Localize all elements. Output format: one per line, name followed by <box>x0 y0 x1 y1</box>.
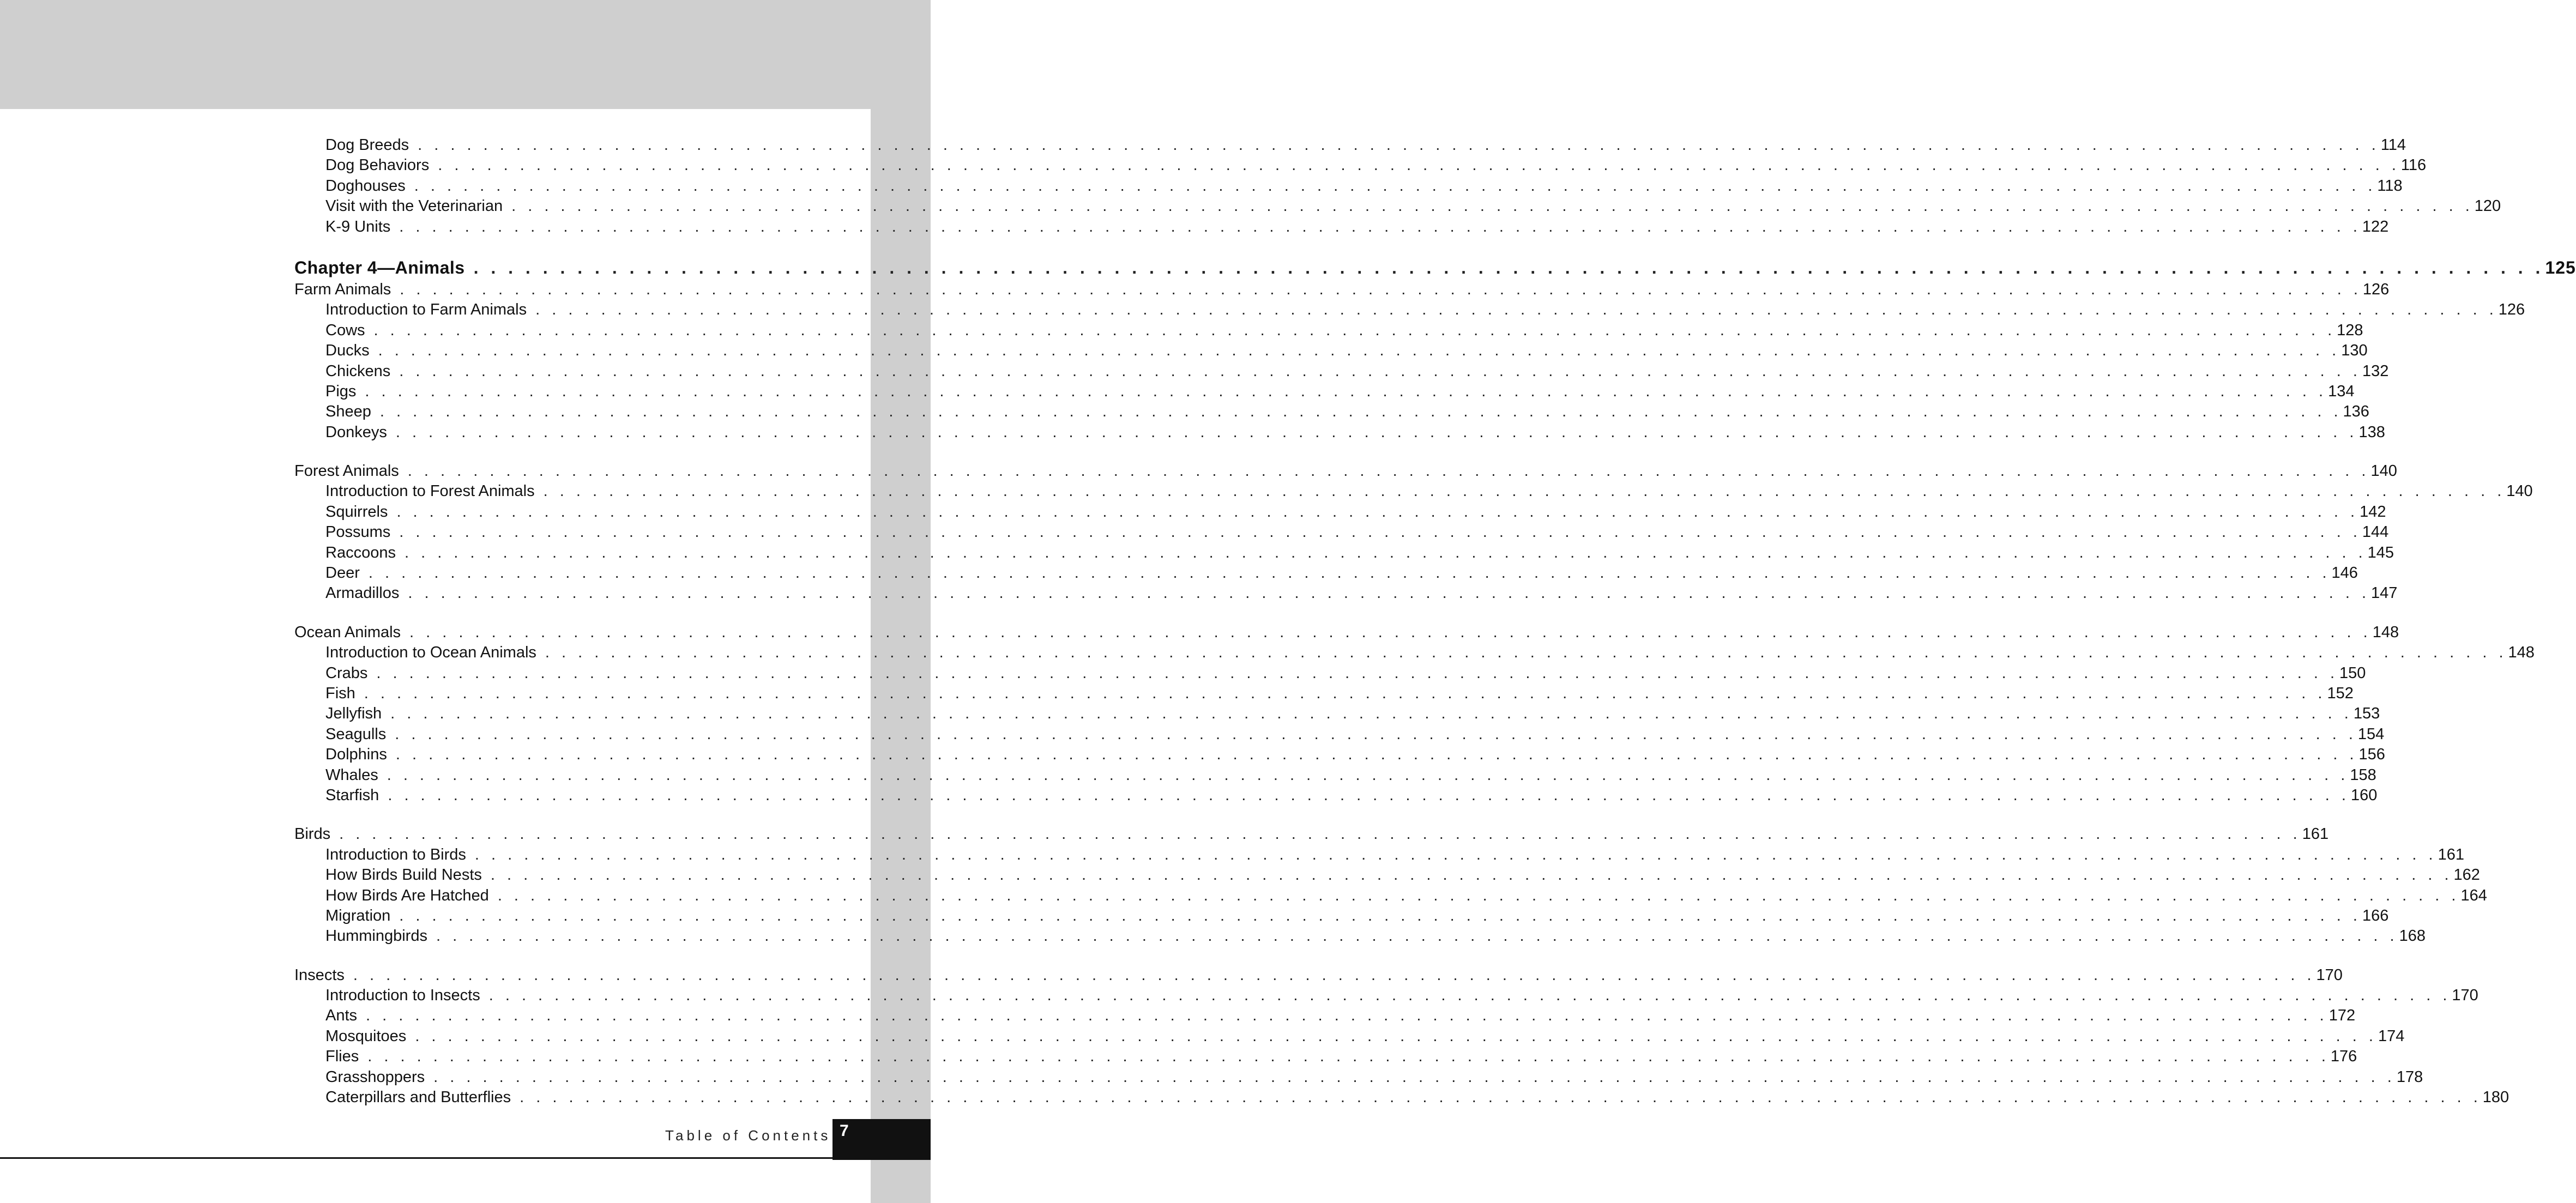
toc-entry-page: 150 <box>2339 664 2366 682</box>
toc-entry-title: Hummingbirds <box>325 927 427 945</box>
dot-leader: . . . . . . . . . . . . . . . . . . . . . . . . . . . . . . . . . . . . . . . . . . . . . . . . . . . . . . . . . . . . . . . . . . . . . . . . . . . . . . . . . . . . . . . . . . . . . . . . . . . . . . . . . . . . . . . . . . . . . . . . <box>379 403 2342 421</box>
toc-entry-page: 161 <box>2302 825 2329 843</box>
toc-entry <box>294 684 2354 704</box>
toc-entry-title: Farm Animals <box>294 280 391 298</box>
toc-entry-page: 136 <box>2343 403 2369 421</box>
toc-entry-title: Mosquitoes <box>325 1027 407 1045</box>
toc-entry <box>294 502 2386 522</box>
dot-leader: . . . . . . . . . . . . . . . . . . . . . . . . . . . . . . . . . . . . . . . . . . . . . . . . . . . . . . . . . . . . . . . . . . . . . . . . . . . . . . . . . . . . . . . . . . . . . . . . . . . . . . . . . . . . . . . . . . . . . . . . <box>373 321 2336 339</box>
toc-entry-title: Dog Behaviors <box>325 156 430 174</box>
toc-entry-title: Migration <box>325 906 391 924</box>
toc-entry-title: Ocean Animals <box>294 623 401 641</box>
toc-entry <box>294 217 2389 237</box>
dot-leader: . . . . . . . . . . . . . . . . . . . . . . . . . . . . . . . . . . . . . . . . . . . . . . . . . . . . . . . . . . . . . . . . . . . . . . . . . . . . . . . . . . . . . . . . . . . . . . . . . . . . . . . . . . . . . . . . . . . . . . . . <box>490 866 2453 884</box>
dot-leader: . . . . . . . . . . . . . . . . . . . . . . . . . . . . . . . . . . . . . . . . . . . . . . . . . . . . . . . . . . . . . . . . . . . . . . . . . . . . . . . . . . . . . . . . . . . . . . . . . . . . . . . . . . . . . . . . . . . . . . . . <box>497 886 2460 904</box>
toc-entry-title: Grasshoppers <box>325 1068 425 1086</box>
toc-entry <box>294 785 2378 806</box>
toc-entry-page: 126 <box>2498 301 2525 319</box>
toc-entry-page: 134 <box>2328 382 2355 400</box>
toc-entry <box>294 704 2380 724</box>
toc-entry-page: 116 <box>2400 156 2427 174</box>
dot-leader: . . . . . . . . . . . . . . . . . . . . . . . . . . . . . . . . . . . . . . . . . . . . . . . . . . . . . . . . . . . . . . . . . . . . . . . . . . . . . . . . . . . . . . . . . . . . . . . . . . . . . . . . . . . . . . . . . . . . . . . . <box>488 987 2451 1005</box>
toc-chapter-heading <box>294 256 2576 280</box>
toc-entry-title: Raccoons <box>325 543 396 561</box>
dot-leader: . . . . . . . . . . . . . . . . . . . . . . . . . . . . . . . . . . . . . . . . . . . . . . . . . . . . . . . . . . . . . . . . . . . . . . . . . . . . . . . . . . . . . . . . . . . . . . . . . . . . . . . . . . . . . . . . . . . . . . . . <box>433 1068 2396 1086</box>
toc-entry-title: Introduction to Insects <box>325 987 480 1005</box>
toc-entry-title: Ducks <box>325 342 370 360</box>
toc-entry <box>294 724 2385 745</box>
toc-entry-page: 145 <box>2367 543 2394 561</box>
toc-entry <box>294 196 2501 216</box>
toc-entry-page: 114 <box>2380 136 2406 154</box>
toc-entry-title: Armadillos <box>325 584 400 602</box>
toc-entry <box>294 906 2389 926</box>
toc-entry <box>294 1067 2423 1087</box>
toc-entry <box>294 643 2535 663</box>
toc-entry-title: Deer <box>325 564 360 582</box>
toc-entry <box>294 886 2487 906</box>
toc-entry <box>294 361 2389 382</box>
dot-leader: . . . . . . . . . . . . . . . . . . . . . . . . . . . . . . . . . . . . . . . . . . . . . . . . . . . . . . . . . . . . . . . . . . . . . . . . . . . . . . . . . . . . . . . . . . . . . . . . . . . . . . . . . . . . . . . . . . . . . . . . <box>474 845 2437 863</box>
dot-leader: . . . . . . . . . . . . . . . . . . . . . . . . . . . . . . . . . . . . . . . . . . . . . . . . . . . . . . . . . . . . . . . . . . . . . . . . . . . . . . . . . . . . . . . . . . . . . . . . . . . . . . . . . . . . . . . . . . . . . . . . <box>395 746 2358 764</box>
toc-entry-page: 174 <box>2378 1027 2405 1045</box>
toc-entry-page: 153 <box>2353 705 2380 723</box>
toc-entry-title: Seagulls <box>325 725 387 743</box>
toc-entry-title: Introduction to Ocean Animals <box>325 644 536 662</box>
toc-entry-title: K-9 Units <box>325 217 391 235</box>
toc-entry-title: Insects <box>294 966 345 984</box>
dot-leader: . . . . . . . . . . . . . . . . . . . . . . . . . . . . . . . . . . . . . . . . . . . . . . . . . . . . . . . . . . . . . . . . . . . . . . . . . . . . . . . . . . . . . . . . . . . . . . . . . . . . . . . . . . . . . . . . . . . . . . . . <box>395 423 2358 441</box>
dot-leader: . . . . . . . . . . . . . . . . . . . . . . . . . . . . . . . . . . . . . . . . . . . . . . . . . . . . . . . . . . . . . . . . . . . . . . . . . . . . . . . . . . . . . . . . . . . . . . . . . . . . . . . . . . . . . . . . . . . . . . . . <box>368 564 2331 582</box>
toc-entry-title: Fish <box>325 684 355 702</box>
toc-entry-title: Sheep <box>325 403 371 421</box>
dot-leader: . . . . . . . . . . . . . . . . . . . . . . . . . . . . . . . . . . . . . . . . . . . . . . . . . . . . . . . . . . . . . . . . . . . . . . . . . . . . . . . . . . . . . . . . . . . . . . . . . . . . . . . . . . . . . . . . . . . . . . . . <box>418 136 2380 154</box>
dot-leader: . . . . . . . . . . . . . . . . . . . . . . . . . . . . . . . . . . . . . . . . . . . . . . . . . . . . . . . . . . . . . . . . . . . . . . . . . . . . . . . . . . . . . . . . . . . . . . . . . . . . . . . . . . . . . . . . . . . . . . . . <box>367 1048 2330 1066</box>
dot-leader: . . . . . . . . . . . . . . . . . . . . . . . . . . . . . . . . . . . . . . . . . . . . . . . . . . . . . . . . . . . . . . . . . . . . . . . . . . . . . . . . . . . . . . . . . . . . . . . . . . . . . . . . . . . . . . . . . . . . . . . . <box>364 684 2326 702</box>
dot-leader: . . . . . . . . . . . . . . . . . . . . . . . . . . . . . . . . . . . . . . . . . . . . . . . . . . . . . . . . . . . . . . . . . . . . . . . . . . . . . . . . . . . . . . . . . . . . . . . . . . . . . . . . . . . . . . . . . . . . . . . . <box>399 523 2361 541</box>
dot-leader: . . . . . . . . . . . . . . . . . . . . . . . . . . . . . . . . . . . . . . . . . . . . . . . . . . . . . . . . . . . . . . . . . . . . . . . . . . . . . . . . . . . . . . . . . . . . . . . . . . . . . . . . . . . . . . . . . . . . . . . . <box>376 664 2339 682</box>
toc-entry-title: Cows <box>325 321 365 339</box>
toc-entry <box>294 422 2385 443</box>
toc-entry <box>294 663 2366 684</box>
toc-entry-title: How Birds Are Hatched <box>325 886 489 904</box>
footer-rule <box>0 1157 832 1159</box>
top-margin-band <box>0 0 931 109</box>
toc-entry-page: 132 <box>2362 362 2389 380</box>
dot-leader: . . . . . . . . . . . . . . . . . . . . . . . . . . . . . . . . . . . . . . . . . . . . . . . . . . . . . . . . . . . . . . . . . . . . . . . . . . . . . . . . . . . . . . . . . . . . . . . . . . . . . . . . . . . . . . . . . . . . . . . . <box>535 301 2497 319</box>
toc-entry <box>294 583 2398 603</box>
toc-entry-page: 144 <box>2362 523 2389 541</box>
toc-entry-title: Ants <box>325 1007 358 1025</box>
toc-entry-title: Chapter 4—Animals <box>294 257 465 277</box>
toc-entry-page: 146 <box>2331 564 2358 582</box>
toc-entry-page: 128 <box>2337 321 2363 339</box>
toc-entry <box>294 402 2369 422</box>
toc-entry-page: 126 <box>2362 280 2390 298</box>
toc-entry-page: 125 <box>2545 257 2576 277</box>
toc-entry-title: Flies <box>325 1048 359 1066</box>
toc-entry-page: 142 <box>2360 503 2386 521</box>
toc-entry <box>294 1087 2509 1108</box>
toc-entry <box>294 522 2389 542</box>
dot-leader: . . . . . . . . . . . . . . . . . . . . . . . . . . . . . . . . . . . . . . . . . . . . . . . . . . . . . . . . . . . . . . . . . . . . . . . . . . . . . . . . . . . . . . . . . . . . . . . . . . . . . . . . . . . . . . . . . . . . . . . . <box>408 584 2370 602</box>
toc-entry-page: 147 <box>2371 584 2398 602</box>
dot-leader: . . . . . . . . . . . . . . . . . . . . . . . . . . . . . . . . . . . . . . . . . . . . . . . . . . . . . . . . . . . . . . . . . . . . . . . . . . . . . . . . . . . . . . . . . . . . . . . . . . . . . . . . . . . . . . . . . . . . . . . . <box>438 156 2400 174</box>
dot-leader: . . . . . . . . . . . . . . . . . . . . . . . . . . . . . . . . . . . . . . . . . . . . . . . . . . . . . . . . . . . . . . . . . . . . . . . . . . . . . . . . . . . . . . . . . . . . . . . . . . . . . . . . . . . . . . . . . . . . . . . . <box>378 342 2340 360</box>
dot-leader: . . . . . . . . . . . . . . . . . . . . . . . . . . . . . . . . . . . . . . . . . . . . . . . . . . . . . . . . . . . . . . . . . . . . . . . . . . . . . . . . . . . . . . . . . . . . . . . . . . . . . . . . . . . . . . . . . . . . . . . . <box>520 1089 2482 1107</box>
dot-leader: . . . . . . . . . . . . . . . . . . . . . . . . . . . . . . . . . . . . . . . . . . . . . . . . . . . . . . . . . . . . . . . . . . . . . . . . . . . . . . . . . . . . . . . . . . . . . . . . . . . . . . . . . . . . . . . . . . . . . . . . <box>399 217 2361 235</box>
toc-section-entry <box>294 622 2399 643</box>
toc-entry-page: 170 <box>2316 966 2343 984</box>
toc-entry-page: 160 <box>2350 786 2378 804</box>
toc-entry-title: Whales <box>325 766 378 784</box>
toc-entry-page: 166 <box>2362 906 2389 924</box>
toc-entry <box>294 1047 2357 1067</box>
toc-section-entry <box>294 461 2397 481</box>
toc-entry <box>294 745 2385 765</box>
dot-leader: . . . . . . . . . . . . . . . . . . . . . . . . . . . . . . . . . . . . . . . . . . . . . . . . . . . . . . . . . . . . . . . . . . . . . . . . . . . . . . . . . . . . . . . . . . . . . . . . . . . . . . . . . . . . . . . . . . . . . . . . <box>473 257 2544 277</box>
dot-leader: . . . . . . . . . . . . . . . . . . . . . . . . . . . . . . . . . . . . . . . . . . . . . . . . . . . . . . . . . . . . . . . . . . . . . . . . . . . . . . . . . . . . . . . . . . . . . . . . . . . . . . . . . . . . . . . . . . . . . . . . <box>409 623 2372 641</box>
toc-entry-page: 176 <box>2330 1048 2357 1066</box>
toc-entry-page: 140 <box>2506 482 2533 500</box>
toc-entry <box>294 155 2427 176</box>
dot-leader: . . . . . . . . . . . . . . . . . . . . . . . . . . . . . . . . . . . . . . . . . . . . . . . . . . . . . . . . . . . . . . . . . . . . . . . . . . . . . . . . . . . . . . . . . . . . . . . . . . . . . . . . . . . . . . . . . . . . . . . . <box>407 462 2370 480</box>
dot-leader: . . . . . . . . . . . . . . . . . . . . . . . . . . . . . . . . . . . . . . . . . . . . . . . . . . . . . . . . . . . . . . . . . . . . . . . . . . . . . . . . . . . . . . . . . . . . . . . . . . . . . . . . . . . . . . . . . . . . . . . . <box>543 482 2506 500</box>
toc-entry-page: 118 <box>2377 177 2403 195</box>
dot-leader: . . . . . . . . . . . . . . . . . . . . . . . . . . . . . . . . . . . . . . . . . . . . . . . . . . . . . . . . . . . . . . . . . . . . . . . . . . . . . . . . . . . . . . . . . . . . . . . . . . . . . . . . . . . . . . . . . . . . . . . . <box>353 966 2315 984</box>
table-of-contents <box>294 135 2576 1108</box>
toc-section-entry <box>294 280 2390 300</box>
toc-entry <box>294 1006 2356 1026</box>
toc-entry-page: 164 <box>2460 886 2487 904</box>
toc-entry <box>294 845 2464 865</box>
toc-entry-title: Caterpillars and Butterflies <box>325 1089 511 1107</box>
toc-entry-title: Donkeys <box>325 423 387 441</box>
toc-entry-page: 152 <box>2327 684 2354 702</box>
dot-leader: . . . . . . . . . . . . . . . . . . . . . . . . . . . . . . . . . . . . . . . . . . . . . . . . . . . . . . . . . . . . . . . . . . . . . . . . . . . . . . . . . . . . . . . . . . . . . . . . . . . . . . . . . . . . . . . . . . . . . . . . <box>399 906 2361 924</box>
toc-entry-title: Introduction to Birds <box>325 845 466 863</box>
dot-leader: . . . . . . . . . . . . . . . . . . . . . . . . . . . . . . . . . . . . . . . . . . . . . . . . . . . . . . . . . . . . . . . . . . . . . . . . . . . . . . . . . . . . . . . . . . . . . . . . . . . . . . . . . . . . . . . . . . . . . . . . <box>399 362 2361 380</box>
toc-entry-title: Introduction to Forest Animals <box>325 482 535 500</box>
toc-entry-page: 130 <box>2341 342 2368 360</box>
toc-entry-title: Chickens <box>325 362 391 380</box>
dot-leader: . . . . . . . . . . . . . . . . . . . . . . . . . . . . . . . . . . . . . . . . . . . . . . . . . . . . . . . . . . . . . . . . . . . . . . . . . . . . . . . . . . . . . . . . . . . . . . . . . . . . . . . . . . . . . . . . . . . . . . . . <box>365 382 2327 400</box>
dot-leader: . . . . . . . . . . . . . . . . . . . . . . . . . . . . . . . . . . . . . . . . . . . . . . . . . . . . . . . . . . . . . . . . . . . . . . . . . . . . . . . . . . . . . . . . . . . . . . . . . . . . . . . . . . . . . . . . . . . . . . . . <box>436 927 2398 945</box>
toc-entry-page: 158 <box>2350 766 2376 784</box>
dot-leader: . . . . . . . . . . . . . . . . . . . . . . . . . . . . . . . . . . . . . . . . . . . . . . . . . . . . . . . . . . . . . . . . . . . . . . . . . . . . . . . . . . . . . . . . . . . . . . . . . . . . . . . . . . . . . . . . . . . . . . . . <box>387 766 2349 784</box>
toc-entry <box>294 926 2426 946</box>
toc-entry-title: Forest Animals <box>294 462 399 480</box>
toc-entry-page: 122 <box>2362 217 2389 235</box>
toc-entry-page: 161 <box>2438 845 2464 863</box>
toc-entry-title: Squirrels <box>325 503 388 521</box>
toc-entry-page: 120 <box>2474 197 2501 215</box>
toc-entry-page: 148 <box>2508 644 2535 662</box>
dot-leader: . . . . . . . . . . . . . . . . . . . . . . . . . . . . . . . . . . . . . . . . . . . . . . . . . . . . . . . . . . . . . . . . . . . . . . . . . . . . . . . . . . . . . . . . . . . . . . . . . . . . . . . . . . . . . . . . . . . . . . . . <box>390 705 2352 723</box>
toc-entry <box>294 135 2406 155</box>
toc-entry-title: Pigs <box>325 382 357 400</box>
toc-entry <box>294 481 2533 501</box>
toc-entry <box>294 543 2394 563</box>
toc-entry-page: 154 <box>2357 725 2385 743</box>
toc-entry-page: 170 <box>2452 987 2478 1005</box>
toc-entry-title: How Birds Build Nests <box>325 866 482 884</box>
toc-entry-page: 148 <box>2372 623 2399 641</box>
toc-entry <box>294 321 2363 341</box>
toc-entry-title: Birds <box>294 825 331 843</box>
toc-section-entry <box>294 965 2343 986</box>
toc-entry-title: Dolphins <box>325 746 387 764</box>
toc-entry <box>294 865 2480 885</box>
dot-leader: . . . . . . . . . . . . . . . . . . . . . . . . . . . . . . . . . . . . . . . . . . . . . . . . . . . . . . . . . . . . . . . . . . . . . . . . . . . . . . . . . . . . . . . . . . . . . . . . . . . . . . . . . . . . . . . . . . . . . . . . <box>415 1027 2377 1045</box>
toc-entry-page: 156 <box>2358 746 2385 764</box>
dot-leader: . . . . . . . . . . . . . . . . . . . . . . . . . . . . . . . . . . . . . . . . . . . . . . . . . . . . . . . . . . . . . . . . . . . . . . . . . . . . . . . . . . . . . . . . . . . . . . . . . . . . . . . . . . . . . . . . . . . . . . . . <box>404 543 2367 561</box>
dot-leader: . . . . . . . . . . . . . . . . . . . . . . . . . . . . . . . . . . . . . . . . . . . . . . . . . . . . . . . . . . . . . . . . . . . . . . . . . . . . . . . . . . . . . . . . . . . . . . . . . . . . . . . . . . . . . . . . . . . . . . . . <box>339 825 2301 843</box>
footer-section-label: Table of Contents <box>665 1127 831 1144</box>
toc-entry-title: Jellyfish <box>325 705 382 723</box>
dot-leader: . . . . . . . . . . . . . . . . . . . . . . . . . . . . . . . . . . . . . . . . . . . . . . . . . . . . . . . . . . . . . . . . . . . . . . . . . . . . . . . . . . . . . . . . . . . . . . . . . . . . . . . . . . . . . . . . . . . . . . . . <box>511 197 2474 215</box>
dot-leader: . . . . . . . . . . . . . . . . . . . . . . . . . . . . . . . . . . . . . . . . . . . . . . . . . . . . . . . . . . . . . . . . . . . . . . . . . . . . . . . . . . . . . . . . . . . . . . . . . . . . . . . . . . . . . . . . . . . . . . . . <box>545 644 2507 662</box>
toc-entry-title: Dog Breeds <box>325 136 409 154</box>
toc-entry <box>294 382 2355 402</box>
toc-section-entry <box>294 824 2329 844</box>
page-number: 7 <box>840 1122 849 1140</box>
toc-entry-page: 168 <box>2399 927 2426 945</box>
dot-leader: . . . . . . . . . . . . . . . . . . . . . . . . . . . . . . . . . . . . . . . . . . . . . . . . . . . . . . . . . . . . . . . . . . . . . . . . . . . . . . . . . . . . . . . . . . . . . . . . . . . . . . . . . . . . . . . . . . . . . . . . <box>395 725 2357 743</box>
toc-entry-page: 172 <box>2328 1007 2356 1025</box>
toc-entry-title: Crabs <box>325 664 368 682</box>
toc-entry-page: 138 <box>2358 423 2385 441</box>
toc-entry-page: 140 <box>2370 462 2397 480</box>
dot-leader: . . . . . . . . . . . . . . . . . . . . . . . . . . . . . . . . . . . . . . . . . . . . . . . . . . . . . . . . . . . . . . . . . . . . . . . . . . . . . . . . . . . . . . . . . . . . . . . . . . . . . . . . . . . . . . . . . . . . . . . . <box>400 280 2362 298</box>
toc-entry-page: 162 <box>2453 866 2480 884</box>
toc-entry-page: 178 <box>2396 1068 2423 1086</box>
toc-entry-page: 180 <box>2482 1089 2509 1107</box>
toc-entry <box>294 300 2525 320</box>
toc-entry <box>294 986 2478 1006</box>
dot-leader: . . . . . . . . . . . . . . . . . . . . . . . . . . . . . . . . . . . . . . . . . . . . . . . . . . . . . . . . . . . . . . . . . . . . . . . . . . . . . . . . . . . . . . . . . . . . . . . . . . . . . . . . . . . . . . . . . . . . . . . . <box>396 503 2359 521</box>
dot-leader: . . . . . . . . . . . . . . . . . . . . . . . . . . . . . . . . . . . . . . . . . . . . . . . . . . . . . . . . . . . . . . . . . . . . . . . . . . . . . . . . . . . . . . . . . . . . . . . . . . . . . . . . . . . . . . . . . . . . . . . . <box>366 1007 2328 1025</box>
toc-entry-title: Doghouses <box>325 177 406 195</box>
toc-entry <box>294 563 2358 583</box>
dot-leader: . . . . . . . . . . . . . . . . . . . . . . . . . . . . . . . . . . . . . . . . . . . . . . . . . . . . . . . . . . . . . . . . . . . . . . . . . . . . . . . . . . . . . . . . . . . . . . . . . . . . . . . . . . . . . . . . . . . . . . . . <box>414 177 2376 195</box>
toc-entry-title: Visit with the Veterinarian <box>325 197 503 215</box>
toc-entry <box>294 765 2376 785</box>
toc-entry <box>294 341 2368 361</box>
dot-leader: . . . . . . . . . . . . . . . . . . . . . . . . . . . . . . . . . . . . . . . . . . . . . . . . . . . . . . . . . . . . . . . . . . . . . . . . . . . . . . . . . . . . . . . . . . . . . . . . . . . . . . . . . . . . . . . . . . . . . . . . <box>388 786 2350 804</box>
toc-entry-title: Introduction to Farm Animals <box>325 301 527 319</box>
toc-entry <box>294 176 2403 196</box>
toc-entry-title: Starfish <box>325 786 379 804</box>
toc-entry-title: Possums <box>325 523 391 541</box>
toc-entry <box>294 1026 2405 1047</box>
